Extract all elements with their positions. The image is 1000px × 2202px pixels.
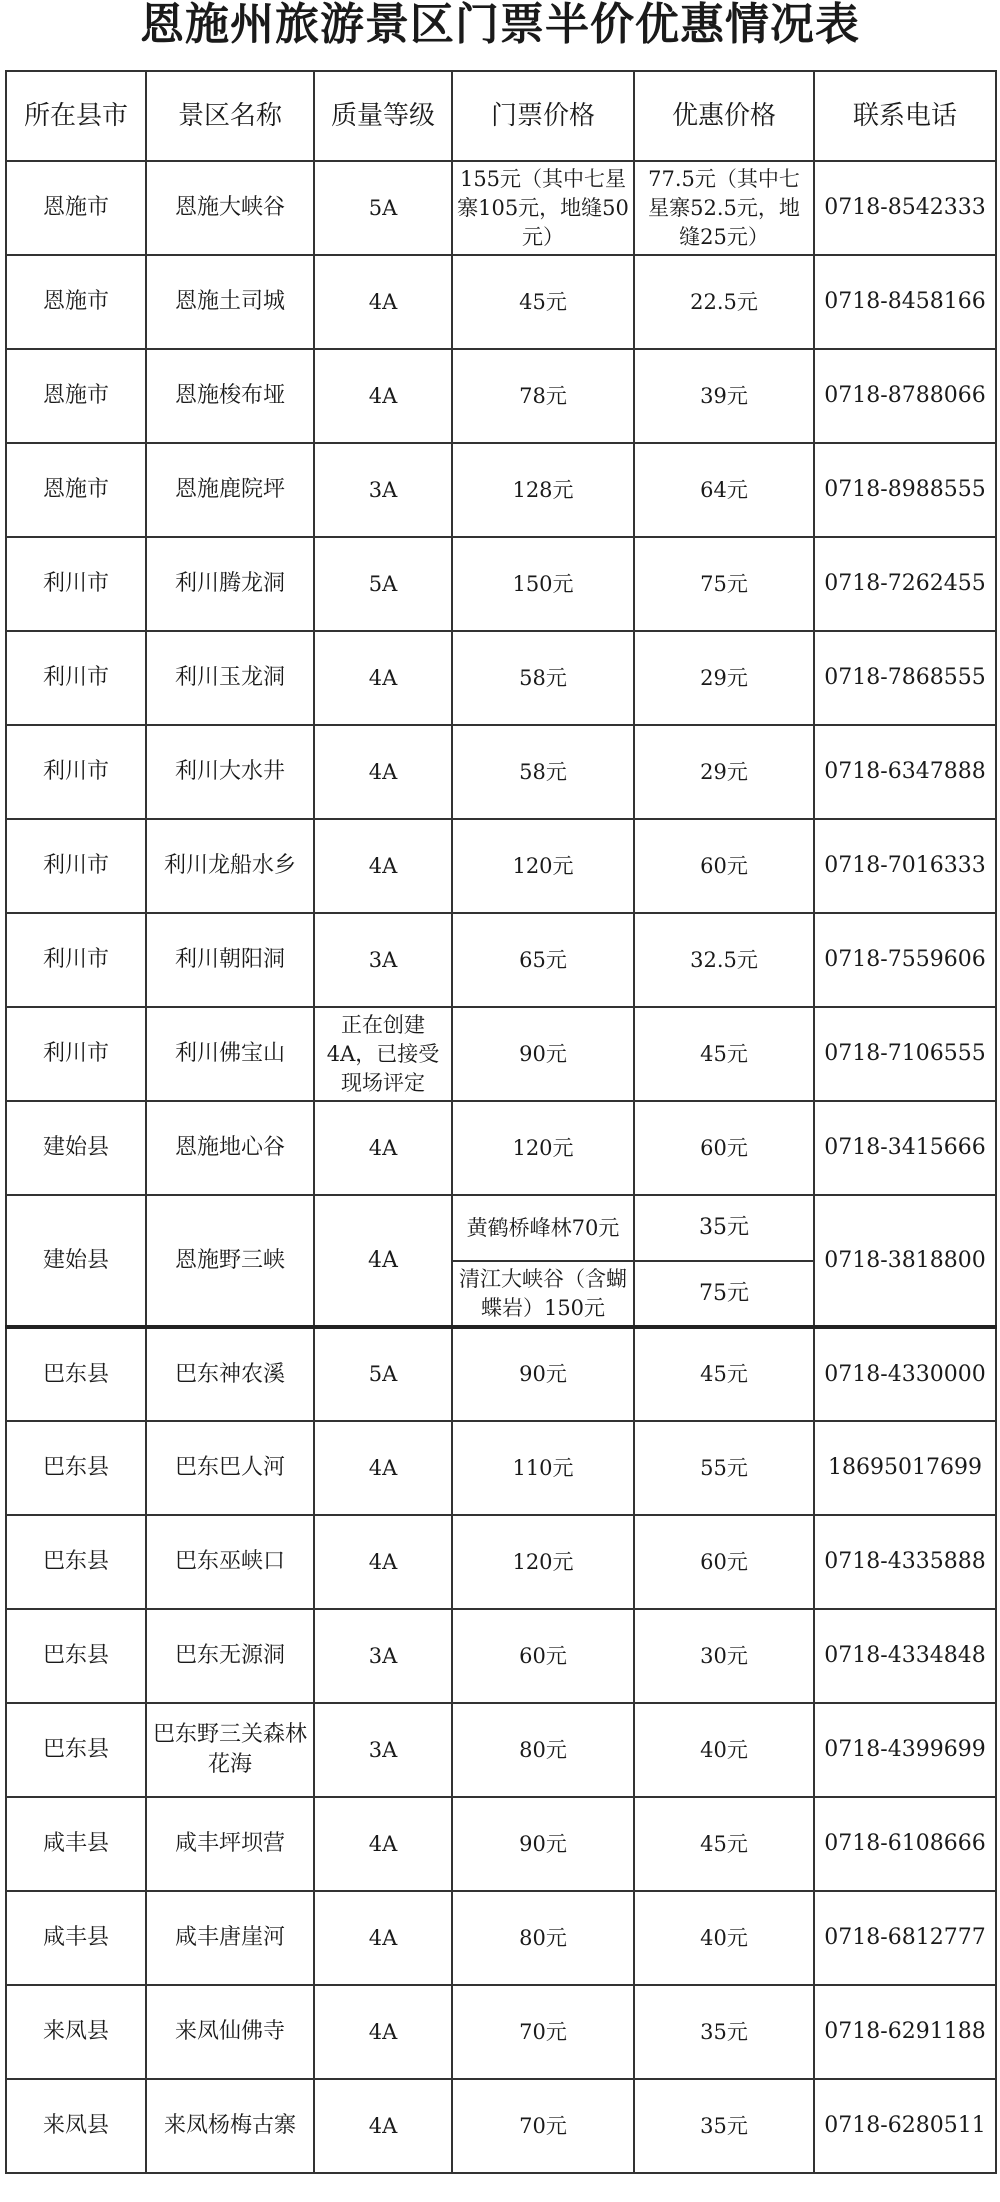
table-row [6, 1327, 996, 1421]
cell-discount-price: 60元 [634, 1101, 814, 1195]
cell-phone: 0718-8788066 [814, 349, 996, 443]
table-row [6, 1515, 996, 1609]
cell-grade: 4A [314, 1101, 452, 1195]
cell-scenic-name: 来凤杨梅古寨 [146, 2079, 314, 2173]
cell-county: 巴东县 [6, 1609, 146, 1703]
ticket-table [5, 70, 997, 2174]
table-row [6, 537, 996, 631]
table-row [6, 1985, 996, 2079]
cell-phone: 0718-4334848 [814, 1609, 996, 1703]
cell-ticket-price: 70元 [452, 1985, 634, 2079]
cell-county: 来凤县 [6, 2079, 146, 2173]
cell-ticket-price: 80元 [452, 1703, 634, 1797]
cell-scenic-name: 利川龙船水乡 [146, 819, 314, 913]
header-scenic-name: 景区名称 [146, 71, 314, 161]
cell-county: 恩施市 [6, 161, 146, 255]
cell-phone: 0718-6291188 [814, 1985, 996, 2079]
cell-scenic-name: 利川玉龙洞 [146, 631, 314, 725]
table-row [6, 1421, 996, 1515]
cell-phone: 0718-4335888 [814, 1515, 996, 1609]
cell-phone: 0718-8458166 [814, 255, 996, 349]
cell-ticket-price: 65元 [452, 913, 634, 1007]
cell-discount-price: 22.5元 [634, 255, 814, 349]
cell-ticket-price: 150元 [452, 537, 634, 631]
cell-discount-price: 40元 [634, 1703, 814, 1797]
cell-discount-price: 45元 [634, 1007, 814, 1101]
table-row [6, 725, 996, 819]
cell-ticket-price: 80元 [452, 1891, 634, 1985]
cell-county: 利川市 [6, 725, 146, 819]
cell-grade: 4A [314, 1985, 452, 2079]
header-ticket-price: 门票价格 [452, 71, 634, 161]
cell-phone: 0718-6812777 [814, 1891, 996, 1985]
cell-phone: 0718-4330000 [814, 1327, 996, 1421]
cell-grade: 4A [314, 2079, 452, 2173]
cell-county: 恩施市 [6, 349, 146, 443]
table-row [6, 1101, 996, 1195]
cell-grade: 5A [314, 161, 452, 255]
cell-county: 巴东县 [6, 1515, 146, 1609]
table-row [6, 1007, 996, 1101]
table-body-upper [6, 161, 996, 1195]
cell-county: 来凤县 [6, 1985, 146, 2079]
cell-county: 巴东县 [6, 1421, 146, 1515]
cell-scenic-name: 恩施野三峡 [146, 1195, 314, 1327]
cell-phone: 0718-7106555 [814, 1007, 996, 1101]
cell-ticket-price: 70元 [452, 2079, 634, 2173]
cell-scenic-name: 恩施土司城 [146, 255, 314, 349]
cell-county: 建始县 [6, 1101, 146, 1195]
cell-discount-price: 39元 [634, 349, 814, 443]
cell-ticket-price: 60元 [452, 1609, 634, 1703]
cell-grade: 4A [314, 725, 452, 819]
cell-grade: 4A [314, 1515, 452, 1609]
cell-ticket-price: 120元 [452, 1101, 634, 1195]
cell-discount-price: 55元 [634, 1421, 814, 1515]
cell-county: 巴东县 [6, 1327, 146, 1421]
cell-discount-price: 35元 [634, 1985, 814, 2079]
cell-grade: 3A [314, 913, 452, 1007]
cell-scenic-name: 恩施地心谷 [146, 1101, 314, 1195]
cell-county: 利川市 [6, 537, 146, 631]
cell-phone: 0718-7016333 [814, 819, 996, 913]
cell-discount-price: 64元 [634, 443, 814, 537]
cell-grade: 3A [314, 443, 452, 537]
cell-county: 巴东县 [6, 1703, 146, 1797]
cell-discount-price: 60元 [634, 819, 814, 913]
cell-county: 利川市 [6, 913, 146, 1007]
cell-discount-price: 40元 [634, 1891, 814, 1985]
cell-phone: 0718-6108666 [814, 1797, 996, 1891]
table-body-lower [6, 1327, 996, 2173]
cell-grade: 3A [314, 1703, 452, 1797]
table-row [6, 255, 996, 349]
table-row [6, 1797, 996, 1891]
cell-ticket-price: 45元 [452, 255, 634, 349]
cell-discount-price: 35元 [634, 2079, 814, 2173]
cell-discount-price: 29元 [634, 725, 814, 819]
cell-ticket-price: 128元 [452, 443, 634, 537]
cell-scenic-name: 来凤仙佛寺 [146, 1985, 314, 2079]
table-row [6, 2079, 996, 2173]
cell-ticket-price: 90元 [452, 1797, 634, 1891]
table-row [6, 443, 996, 537]
cell-phone: 0718-8542333 [814, 161, 996, 255]
table-row [6, 631, 996, 725]
cell-grade: 5A [314, 537, 452, 631]
cell-phone: 0718-6347888 [814, 725, 996, 819]
cell-scenic-name: 利川佛宝山 [146, 1007, 314, 1101]
table-row [6, 161, 996, 255]
cell-discount-price: 77.5元（其中七星寨52.5元，地缝25元） [634, 161, 814, 255]
cell-discount-price: 32.5元 [634, 913, 814, 1007]
cell-scenic-name: 咸丰唐崖河 [146, 1891, 314, 1985]
cell-scenic-name: 巴东巴人河 [146, 1421, 314, 1515]
cell-grade: 正在创建4A，已接受现场评定 [314, 1007, 452, 1101]
cell-county: 利川市 [6, 631, 146, 725]
cell-phone: 0718-8988555 [814, 443, 996, 537]
cell-ticket-price: 58元 [452, 725, 634, 819]
cell-county: 利川市 [6, 1007, 146, 1101]
table-row-split [6, 1195, 996, 1261]
cell-county: 利川市 [6, 819, 146, 913]
cell-scenic-name: 恩施鹿院坪 [146, 443, 314, 537]
table-body-split [6, 1195, 996, 1327]
header-grade: 质量等级 [314, 71, 452, 161]
header-row [6, 71, 996, 161]
cell-ticket-price: 155元（其中七星寨105元，地缝50元） [452, 161, 634, 255]
cell-grade: 4A [314, 1891, 452, 1985]
table-row [6, 349, 996, 443]
table-row [6, 1703, 996, 1797]
cell-scenic-name: 恩施梭布垭 [146, 349, 314, 443]
cell-discount-price: 75元 [634, 537, 814, 631]
cell-grade: 4A [314, 819, 452, 913]
cell-ticket-price: 90元 [452, 1007, 634, 1101]
cell-scenic-name: 利川大水井 [146, 725, 314, 819]
cell-phone: 0718-3415666 [814, 1101, 996, 1195]
cell-phone: 18695017699 [814, 1421, 996, 1515]
cell-ticket-price: 78元 [452, 349, 634, 443]
cell-scenic-name: 咸丰坪坝营 [146, 1797, 314, 1891]
cell-scenic-name: 巴东神农溪 [146, 1327, 314, 1421]
cell-grade: 4A [314, 1195, 452, 1327]
cell-ticket-price: 清江大峡谷（含蝴蝶岩）150元 [452, 1261, 634, 1327]
cell-ticket-price: 58元 [452, 631, 634, 725]
cell-discount-price: 60元 [634, 1515, 814, 1609]
cell-discount-price: 30元 [634, 1609, 814, 1703]
cell-scenic-name: 利川腾龙洞 [146, 537, 314, 631]
header-phone: 联系电话 [814, 71, 996, 161]
cell-grade: 4A [314, 255, 452, 349]
cell-scenic-name: 利川朝阳洞 [146, 913, 314, 1007]
cell-phone: 0718-7868555 [814, 631, 996, 725]
header-discount-price: 优惠价格 [634, 71, 814, 161]
cell-county: 建始县 [6, 1195, 146, 1327]
cell-discount-price: 45元 [634, 1327, 814, 1421]
table-row [6, 1609, 996, 1703]
cell-phone: 0718-7262455 [814, 537, 996, 631]
cell-county: 恩施市 [6, 443, 146, 537]
cell-phone: 0718-7559606 [814, 913, 996, 1007]
cell-discount-price: 35元 [634, 1195, 814, 1261]
cell-phone: 0718-3818800 [814, 1195, 996, 1327]
cell-ticket-price: 90元 [452, 1327, 634, 1421]
cell-scenic-name: 恩施大峡谷 [146, 161, 314, 255]
cell-discount-price: 75元 [634, 1261, 814, 1327]
document-title: 恩施州旅游景区门票半价优惠情况表 [140, 0, 860, 50]
cell-county: 咸丰县 [6, 1797, 146, 1891]
cell-scenic-name: 巴东巫峡口 [146, 1515, 314, 1609]
table-row [6, 819, 996, 913]
cell-scenic-name: 巴东野三关森林花海 [146, 1703, 314, 1797]
cell-grade: 4A [314, 1421, 452, 1515]
cell-ticket-price: 120元 [452, 819, 634, 913]
cell-phone: 0718-6280511 [814, 2079, 996, 2173]
cell-scenic-name: 巴东无源洞 [146, 1609, 314, 1703]
cell-county: 恩施市 [6, 255, 146, 349]
cell-phone: 0718-4399699 [814, 1703, 996, 1797]
table-row [6, 1891, 996, 1985]
cell-grade: 4A [314, 1797, 452, 1891]
cell-ticket-price: 120元 [452, 1515, 634, 1609]
cell-ticket-price: 黄鹤桥峰林70元 [452, 1195, 634, 1261]
cell-grade: 4A [314, 349, 452, 443]
header-county: 所在县市 [6, 71, 146, 161]
cell-discount-price: 29元 [634, 631, 814, 725]
cell-grade: 5A [314, 1327, 452, 1421]
table-row [6, 913, 996, 1007]
cell-grade: 4A [314, 631, 452, 725]
cell-discount-price: 45元 [634, 1797, 814, 1891]
cell-grade: 3A [314, 1609, 452, 1703]
cell-county: 咸丰县 [6, 1891, 146, 1985]
cell-ticket-price: 110元 [452, 1421, 634, 1515]
